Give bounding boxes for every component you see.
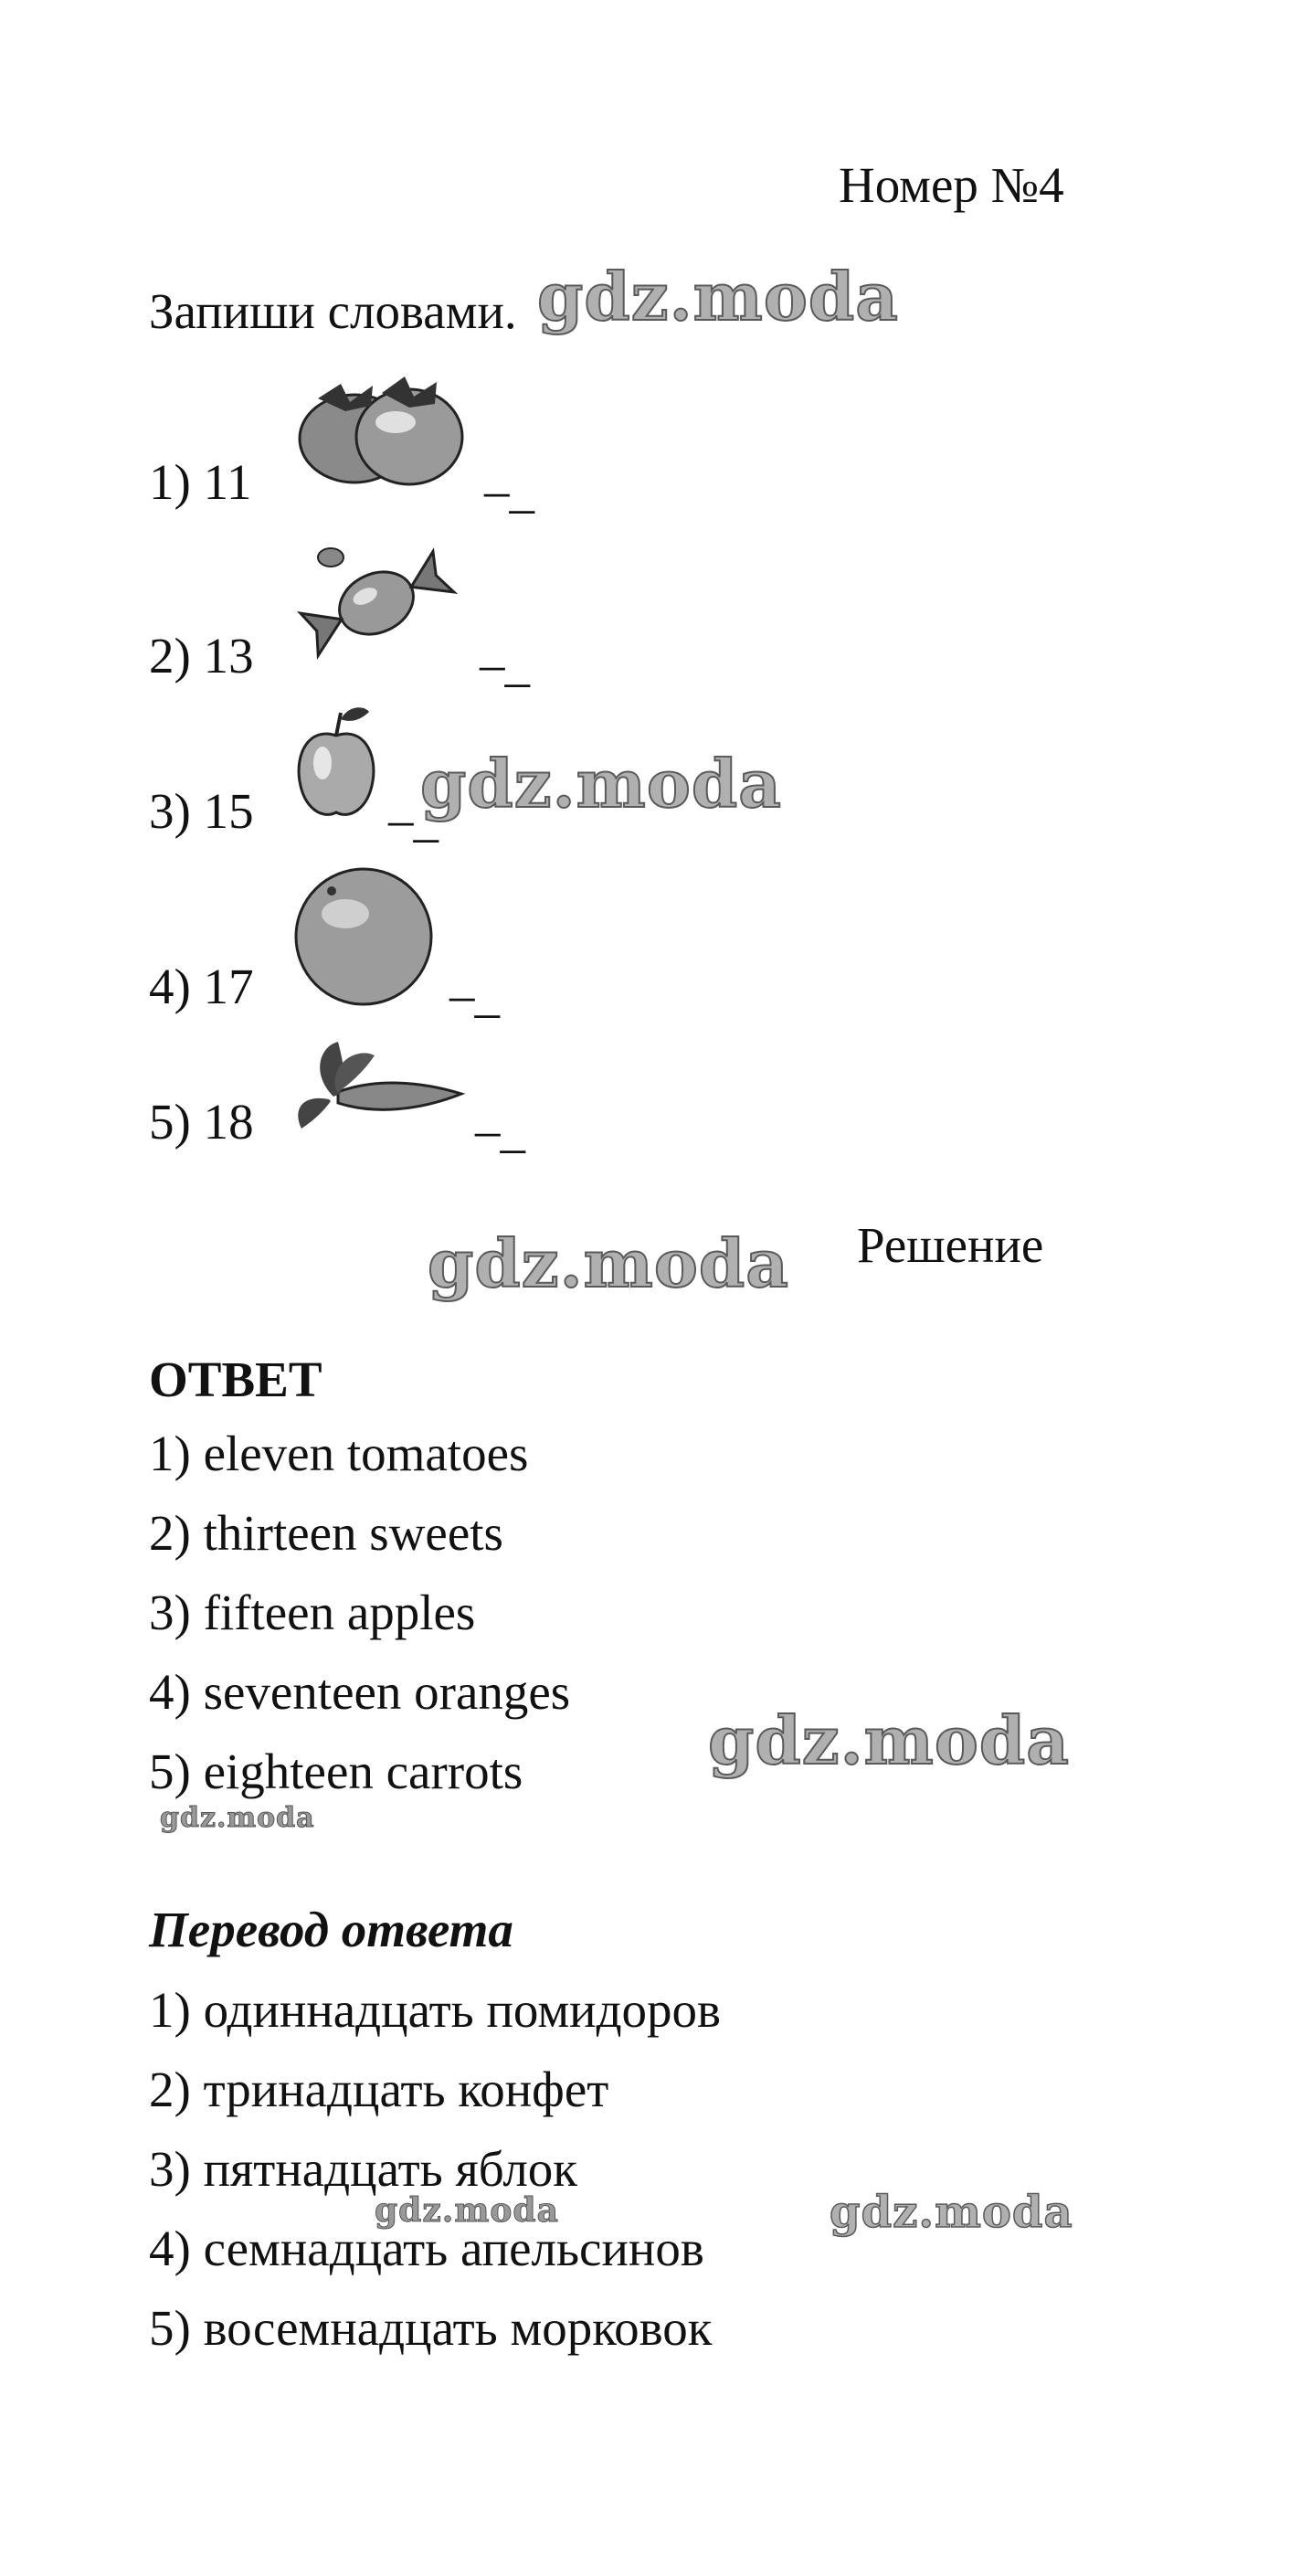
answer-blank: –_ [388, 791, 439, 847]
task-item-label: 5) 18 [149, 1094, 254, 1150]
translation-line: 2) тринадцать конфет [149, 2062, 609, 2117]
answer-blank: –_ [480, 636, 530, 692]
tomatoes-icon [291, 366, 473, 493]
task-instruction: Запиши словами. [149, 283, 517, 339]
translation-line: 1) одиннадцать помидоров [149, 1982, 722, 2038]
answer-blank: –_ [475, 1102, 525, 1158]
answer-blank: –_ [449, 967, 500, 1023]
answer-line: 1) eleven tomatoes [149, 1426, 529, 1481]
answer-blank: –_ [484, 462, 534, 518]
task-item-label: 3) 15 [149, 783, 254, 839]
orange-icon [291, 864, 437, 1010]
apple-icon [291, 699, 382, 827]
answer-line: 3) fifteen apples [149, 1585, 476, 1640]
task-item-label: 4) 17 [149, 959, 254, 1014]
task-number: Номер №4 [839, 157, 1064, 213]
sweets-icon [285, 530, 468, 676]
carrots-icon [283, 1028, 466, 1138]
solution-label: Решение [857, 1217, 1044, 1273]
watermark: gdz.moda [375, 2191, 559, 2230]
answer-line: 2) thirteen sweets [149, 1505, 503, 1561]
watermark: gdz.moda [160, 1802, 315, 1834]
watermark: gdz.moda [830, 2187, 1073, 2238]
watermark: gdz.moda [537, 258, 899, 335]
watermark: gdz.moda [428, 1224, 789, 1302]
answer-heading: ОТВЕТ [149, 1352, 322, 1407]
task-item-label: 2) 13 [149, 628, 254, 684]
translation-heading: Перевод ответа [149, 1902, 513, 1957]
watermark: gdz.moda [420, 745, 782, 822]
task-item-label: 1) 11 [149, 454, 252, 510]
watermark: gdz.moda [708, 1701, 1070, 1779]
translation-line: 4) семнадцать апельсинов [149, 2221, 704, 2276]
translation-line: 3) пятнадцать яблок [149, 2141, 578, 2197]
answer-line: 5) eighteen carrots [149, 1744, 523, 1799]
translation-line: 5) восемнадцать морковок [149, 2300, 713, 2356]
answer-line: 4) seventeen oranges [149, 1664, 571, 1720]
